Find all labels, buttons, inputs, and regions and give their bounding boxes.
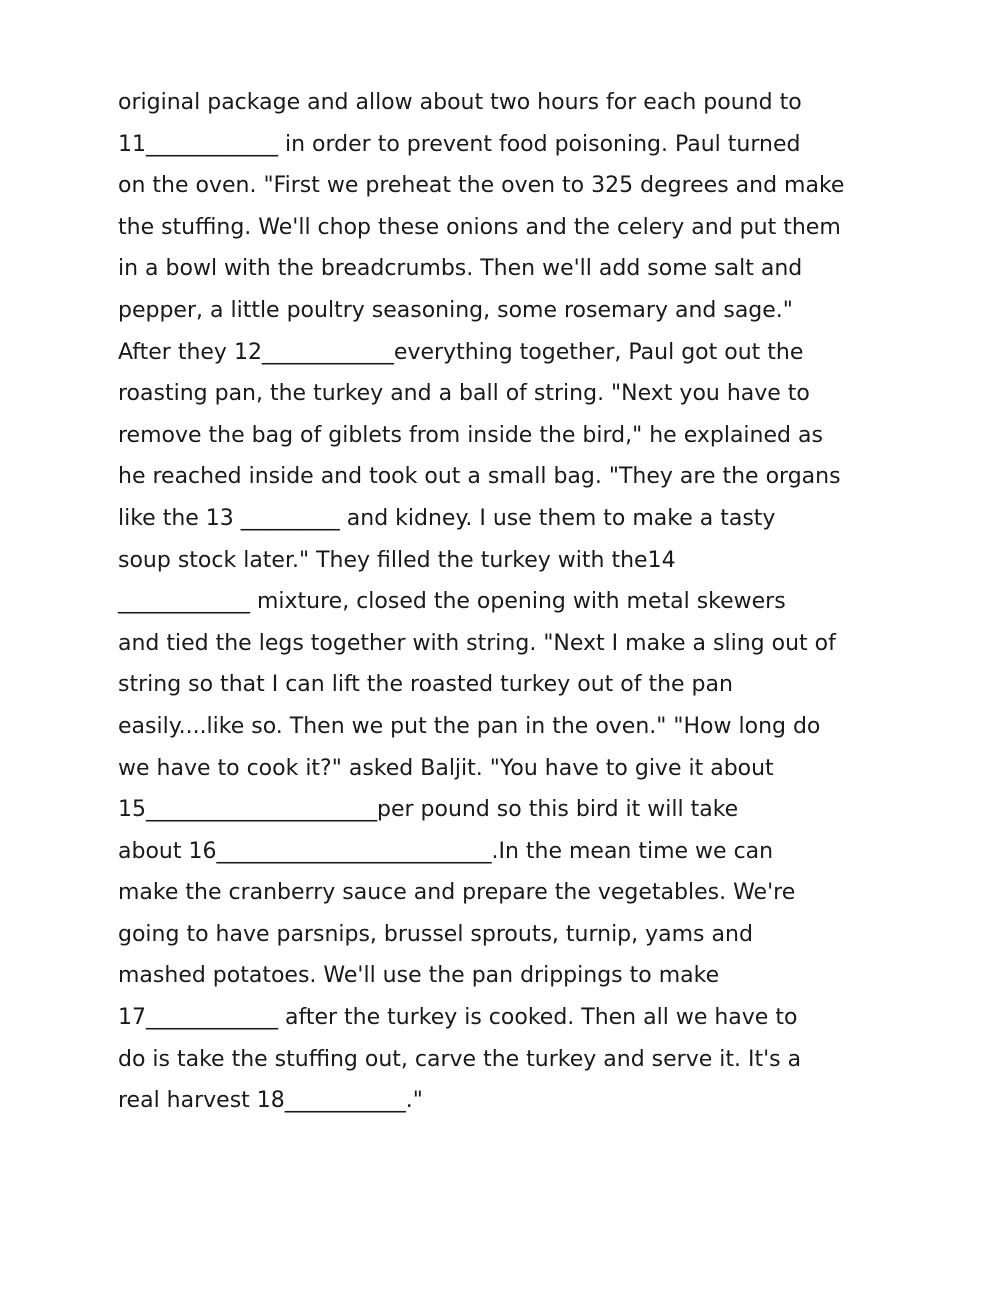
text-line-2: 11____________ in order to prevent food poisoning. Paul turned	[118, 131, 801, 157]
text-line-14: and tied the legs together with string. "Next I make a sling out of	[118, 630, 836, 656]
text-line-11: like the 13 _________ and kidney. I use them to make a tasty	[118, 505, 776, 531]
text-line-1: original package and allow about two hours for each pound to	[118, 90, 802, 115]
text-line-18: 15_____________________per pound so this bird it will take	[118, 797, 739, 823]
text-line-12: soup stock later." They filled the turkey with the14	[118, 547, 676, 573]
text-line-16: easily....like so. Then we put the pan in the oven." "How long do	[118, 713, 821, 739]
text-line-19: about 16_________________________.In the mean time we can	[118, 838, 774, 864]
text-line-7: After they 12____________everything together, Paul got out the	[118, 339, 804, 365]
text-line-3: on the oven. "First we preheat the oven to 325 degrees and make	[118, 173, 845, 199]
text-line-15: string so that I can lift the roasted turkey out of the pan	[118, 672, 733, 698]
text-line-8: roasting pan, the turkey and a ball of string. "Next you have to	[118, 381, 810, 407]
text-line-24: do is take the stuffing out, carve the turkey and serve it. It's a	[118, 1046, 802, 1072]
text-line-4: the stuffing. We'll chop these onions and the celery and put them	[118, 214, 841, 240]
text-line-17: we have to cook it?" asked Baljit. "You have to give it about	[118, 755, 774, 781]
text-line-13: ____________ mixture, closed the opening with metal skewers	[118, 589, 786, 615]
text-line-5: in a bowl with the breadcrumbs. Then we'll add some salt and	[118, 256, 803, 282]
text-line-22: mashed potatoes. We'll use the pan drippings to make	[118, 963, 720, 989]
story-text	[118, 82, 918, 1122]
text-line-21: going to have parsnips, brussel sprouts, turnip, yams and	[118, 921, 753, 947]
text-line-6: pepper, a little poultry seasoning, some rosemary and sage."	[118, 297, 793, 323]
text-line-9: remove the bag of giblets from inside the bird," he explained as	[118, 422, 823, 448]
text-line-10: he reached inside and took out a small bag. "They are the organs	[118, 464, 841, 490]
text-line-23: 17____________ after the turkey is cooked. Then all we have to	[118, 1005, 798, 1031]
text-line-25: real harvest 18___________."	[118, 1088, 423, 1114]
text-line-20: make the cranberry sauce and prepare the vegetables. We're	[118, 880, 796, 906]
